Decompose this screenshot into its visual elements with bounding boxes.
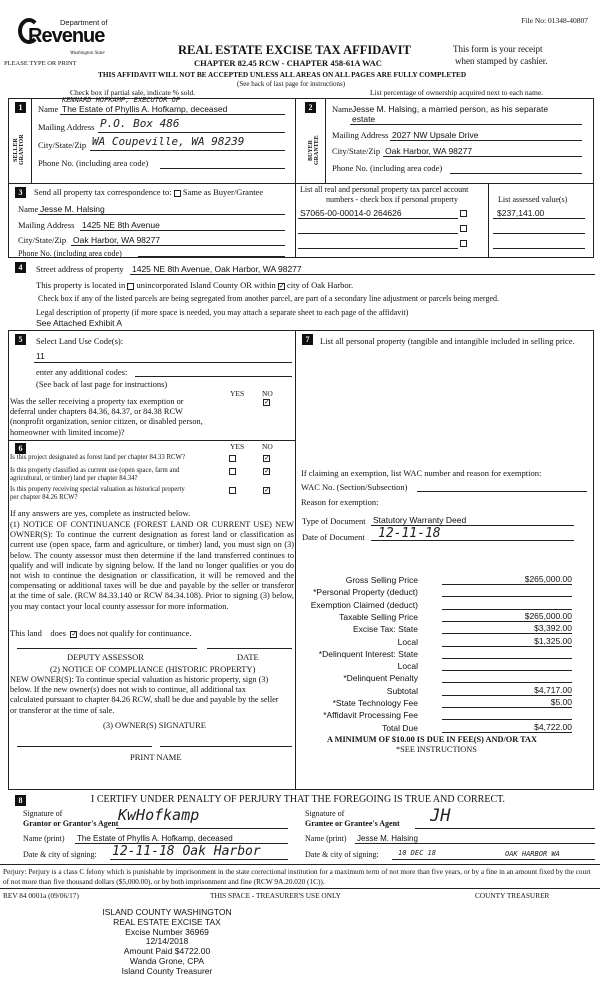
buyer-name-label: Name: [332, 104, 353, 114]
price-row-label: Local: [397, 636, 418, 647]
file-number: File No: 01348-40807: [521, 16, 588, 25]
located-line: This property is located in unincorporated Island County OR within ✓ city of Oak Harbor.: [36, 280, 354, 290]
price-row-value[interactable]: [442, 672, 572, 683]
partial-sale: Check box if partial sale, indicate % sold.: [70, 88, 196, 97]
price-row-value[interactable]: $5.00: [442, 697, 572, 708]
land-use-see-back: (See back of last page for instructions): [36, 379, 168, 389]
please-type: PLEASE TYPE OR PRINT: [4, 60, 77, 67]
no-header: NO: [262, 389, 273, 398]
form-chapter: CHAPTER 82.45 RCW - CHAPTER 458-61A WAC: [194, 58, 382, 68]
doc-date[interactable]: 12-11-18: [378, 526, 441, 541]
unincorporated-checkbox[interactable]: [127, 283, 134, 290]
price-row-label: Taxable Selling Price: [339, 611, 418, 622]
price-row-value[interactable]: $3,392.00: [442, 623, 572, 634]
historical-yes-checkbox[interactable]: [229, 487, 236, 494]
owner-signature-label: (3) OWNER(S) SIGNATURE: [103, 720, 206, 730]
price-row-label: Excise Tax: State: [352, 624, 418, 635]
stamp-line: Island County Treasurer: [121, 965, 213, 976]
personal-property-label: List all personal property (tangible and intangible included in selling price.: [320, 336, 575, 346]
price-row-value[interactable]: [442, 648, 572, 659]
buyer-city[interactable]: Oak Harbor, WA 98277: [385, 146, 473, 156]
seller-address-label: Mailing Address: [38, 122, 95, 132]
notice-of-continuance: (1) NOTICE OF CONTINUANCE (FOREST LAND OR CURRENT USE) NEW OWNER(S): To continue the current designation as forest land or classification as current use (open space, farm and agriculture, or timber) land, you must sign on (3) below. The county assessor must then determine if the land transferred continues to qualify and will indicate by signing below. If the land no longer qualifies or you do not wish to continue the designation or classification, it will be removed and the compensating or additional taxes will be due and payable by the seller or transferor at the time of sale. (RCW 84.33.140 or RCW 84.34.108). Prior to signing (3) below, you may contact your local county assessor for more information.: [10, 520, 294, 611]
section-3-number: 3: [15, 187, 26, 198]
personal-property-checkbox[interactable]: [460, 225, 467, 232]
qualify-line: This land does ✓ does not qualify for continuance.: [10, 628, 192, 638]
street-label: Street address of property: [36, 264, 124, 274]
owner-signature-field[interactable]: [17, 746, 152, 747]
grantee-signature[interactable]: JH: [430, 806, 451, 826]
no-header: NO: [262, 442, 273, 451]
price-row-label: *Delinquent Interest: State: [318, 648, 418, 659]
price-row-label: *State Technology Fee: [332, 698, 418, 708]
price-row-value[interactable]: $265,000.00: [442, 574, 572, 585]
section-2-number: 2: [305, 102, 316, 113]
assessed-value-header: List assessed value(s): [498, 195, 568, 204]
price-row-value[interactable]: $4,722.00: [442, 722, 572, 733]
price-row-value[interactable]: [442, 660, 572, 671]
stamp-line: Excise Number 36969: [125, 926, 209, 937]
price-row-value[interactable]: $4,717.00: [442, 685, 572, 696]
notice-compliance-title: (2) NOTICE OF COMPLIANCE (HISTORIC PROPERTY): [50, 664, 256, 674]
section-4-number: 4: [15, 262, 26, 273]
price-row-value[interactable]: [442, 586, 572, 597]
corr-address[interactable]: 1425 NE 8th Avenue: [82, 220, 160, 230]
grantee-date[interactable]: 10 DEC 18: [398, 849, 436, 857]
forest-yes-checkbox[interactable]: [229, 455, 236, 462]
same-as-buyer-label: Same as Buyer/Grantee: [182, 187, 264, 197]
reason-label: Reason for exemption:: [301, 497, 379, 507]
deputy-assessor-label: DEPUTY ASSESSOR: [67, 652, 144, 662]
legal-description[interactable]: See Attached Exhibit A: [36, 318, 123, 328]
section-7-number: 7: [302, 334, 313, 345]
historical-no-checkbox[interactable]: ✓: [264, 486, 270, 494]
exemption-no-checkbox[interactable]: ✓: [264, 398, 270, 406]
legal-description-label: Legal description of property (if more space is needed, you may attach a separate sheet to each page of the affidavit): [36, 308, 409, 317]
grantor-date-city[interactable]: 12-11-18 Oak Harbor: [112, 844, 261, 859]
grantor-sig-label-1: Signature of: [23, 809, 63, 818]
section-6-number: 6: [15, 443, 26, 454]
buyer-address[interactable]: 2027 NW Upsale Drive: [392, 130, 479, 140]
current-use-yes-checkbox[interactable]: [229, 468, 236, 475]
corr-city[interactable]: Oak Harbor, WA 98277: [73, 235, 161, 245]
tax-correspondence-label: [34, 187, 263, 197]
within-city-checkbox[interactable]: ✓: [278, 281, 285, 290]
corr-phone-label: Phone No. (including area code): [18, 249, 122, 258]
historical-question: Is this property receiving special valuation as historical property per chapter 84.26 RCW?: [10, 486, 185, 501]
buyer-phone-field[interactable]: [450, 173, 582, 174]
seller-address[interactable]: P.O. Box 486: [100, 117, 180, 130]
grantor-name-label: Name (print): [23, 834, 65, 843]
same-as-buyer-checkbox[interactable]: [174, 190, 181, 197]
land-use-label: Select Land Use Code(s):: [36, 336, 124, 346]
warning: THIS AFFIDAVIT WILL NOT BE ACCEPTED UNLESS ALL AREAS ON ALL PAGES ARE FULLY COMPLETED: [98, 70, 467, 79]
price-row-value[interactable]: $265,000.00: [442, 611, 572, 622]
forest-land-question: Is this project designated as forest land per chapter 84.33 RCW?: [10, 454, 185, 461]
grantor-print-name[interactable]: The Estate of Phyllis A. Hofkamp, deceased: [77, 834, 233, 843]
stamp-line: 12/14/2018: [145, 936, 189, 947]
buyer-phone-label: Phone No. (including area code): [332, 163, 443, 173]
price-row-label: *Personal Property (deduct): [313, 587, 418, 598]
assessed-value[interactable]: $237,141.00: [497, 208, 545, 218]
section-1-number: 1: [15, 102, 26, 113]
grantor-date-label: Date & city of signing:: [23, 850, 97, 859]
seller-side-label: SELLER GRANTOR: [13, 134, 25, 166]
doc-type[interactable]: Statutory Warranty Deed: [373, 515, 467, 525]
logo-state: Washington State: [70, 51, 105, 56]
grantee-date-label: Date & city of signing:: [305, 850, 379, 859]
exemption-question: Was the seller receiving a property tax exemption or deferral under chapters 84.36, 84.37, or 84.38 RCW (nonprofit organization, senior citizen, or disabled person, homeowner with limited income)?: [10, 397, 203, 437]
parcels-header-1: List all real and personal property tax parcel account: [300, 185, 469, 194]
tax-corr-text: Send all property tax correspondence to:: [34, 187, 172, 197]
yes-header: YES: [230, 389, 245, 398]
form-revision: REV 84 0001a (09/06/17): [3, 891, 79, 900]
buyer-name-line2[interactable]: estate: [352, 114, 376, 124]
land-use-code[interactable]: 11: [36, 351, 45, 361]
if-yes-note: If any answers are yes, complete as instructed below.: [10, 508, 191, 518]
price-row-label: *Affidavit Processing Fee: [323, 710, 418, 721]
county-treasurer-label: COUNTY TREASURER: [475, 891, 550, 900]
yes-header: YES: [230, 442, 245, 451]
see-instructions: *SEE INSTRUCTIONS: [396, 745, 477, 754]
certify-statement: I CERTIFY UNDER PENALTY OF PERJURY THAT THE FOREGOING IS TRUE AND CORRECT.: [91, 794, 505, 805]
segregated-note: Check box if any of the listed parcels are being segregated from another parcel, are part of a secondary line adjustment or parcels being merged.: [38, 294, 499, 303]
grantee-print-name[interactable]: Jesse M. Halsing: [357, 834, 418, 843]
exemption-label: If claiming an exemption, list WAC number and reason for exemption:: [301, 468, 542, 478]
minimum-notice: A MINIMUM OF $10.00 IS DUE IN FEE(S) AND/OR TAX: [327, 735, 538, 744]
section-8-number: 8: [15, 795, 26, 806]
doc-date-label: Date of Document: [302, 532, 365, 542]
treasurer-stamp: [92, 908, 242, 977]
print-name-label: PRINT NAME: [130, 752, 182, 762]
seller-name-label: Name: [38, 104, 59, 114]
parties-box: [8, 98, 594, 258]
logo-dept: Department of: [60, 18, 108, 27]
seller-phone-field[interactable]: [160, 168, 285, 169]
current-use-no-checkbox[interactable]: ✓: [264, 467, 270, 475]
price-row-value[interactable]: [442, 709, 572, 720]
price-row-label: Exemption Claimed (deduct): [310, 599, 418, 610]
property-street[interactable]: 1425 NE 8th Avenue, Oak Harbor, WA 98277: [132, 264, 302, 274]
price-row-label: *Delinquent Penalty: [343, 673, 418, 684]
does-not-qualify-checkbox[interactable]: ✓: [71, 629, 78, 638]
price-row-value[interactable]: [442, 599, 572, 610]
corr-address-label: Mailing Address: [18, 220, 75, 230]
wac-field[interactable]: [417, 491, 587, 492]
personal-property-checkbox[interactable]: [460, 240, 467, 247]
price-row-label: Subtotal: [386, 685, 418, 696]
stamp-line: REAL ESTATE EXCISE TAX: [113, 916, 221, 927]
doc-type-label: Type of Document: [302, 516, 366, 526]
grantee-sig-label-1: Signature of: [305, 809, 345, 818]
date-label: DATE: [237, 652, 259, 662]
buyer-name-line1[interactable]: Jesse M. Halsing, a married person, as his separate: [352, 104, 549, 114]
corr-name[interactable]: Jesse M. Halsing: [40, 204, 105, 214]
grantor-sig-label-2: Grantor or Grantor's Agent: [23, 819, 119, 828]
additional-codes-field[interactable]: [135, 376, 292, 377]
seller-name[interactable]: The Estate of Phyllis A. Hofkamp, deceased: [62, 104, 228, 114]
stamp-line: Wanda Grone, CPA: [129, 955, 205, 966]
stamp-line: Amount Paid $4722.00: [123, 946, 211, 957]
buyer-side-label: BUYER GRANTEE: [308, 135, 320, 165]
parcels-header-2: numbers - check box if personal property: [326, 195, 458, 204]
seller-phone-label: Phone No. (including area code): [38, 158, 149, 168]
additional-codes-label: enter any additional codes:: [36, 367, 128, 377]
grantee-name-label: Name (print): [305, 834, 347, 843]
grantee-sig-label-2: Grantee or Grantee's Agent: [305, 819, 400, 828]
grantee-city[interactable]: OAK HARBOR WA: [505, 850, 560, 858]
section-5-number: 5: [15, 334, 26, 345]
personal-property-checkbox[interactable]: [460, 210, 467, 217]
price-row-label: Total Due: [382, 722, 418, 733]
current-use-question: Is this property classified as current use (open space, farm and agricultural, or timber) land per chapter 84.34?: [10, 467, 180, 482]
price-row-label: Local: [397, 661, 418, 672]
corr-city-label: City/State/Zip: [18, 235, 67, 245]
wac-label: WAC No. (Section/Subsection): [301, 482, 408, 492]
buyer-city-label: City/State/Zip: [332, 146, 381, 156]
logo-name: Revenue: [28, 25, 105, 47]
parcel-number[interactable]: S7065-00-00014-0 264626: [300, 208, 402, 218]
seller-name-handwritten: KENNARD HOFKAMP, EXECUTOR OF: [62, 96, 181, 104]
buyer-address-label: Mailing Address: [332, 130, 389, 140]
price-row-value[interactable]: $1,325.00: [442, 636, 572, 647]
perjury-notice: Perjury: Perjury is a class C felony which is punishable by imprisonment in the state correctional institution for a maximum term of not more than five years, or by a fine in an amount fixed by the court of not more than five thousand dollars ($5,000.00), or by both imprisonment and fine (RCW 9A.20.020 (1C)).: [3, 867, 591, 886]
see-back: (See back of last page for instructions): [237, 80, 346, 88]
seller-city-label: City/State/Zip: [38, 140, 87, 150]
forest-no-checkbox[interactable]: ✓: [264, 454, 270, 462]
receipt-note-2: when stamped by cashier.: [455, 56, 548, 66]
notice-compliance-text: NEW OWNER(S): To continue special valuation as historic property, sign (3) below. If the new owner(s) does not wish to continue, all additional tax calculated pursuant to chapter 84.26 RCW, shall be due and payable by the seller or transferor at the time of sale.: [10, 675, 279, 715]
ownership-note: List percentage of ownership acquired next to each name.: [370, 88, 544, 97]
receipt-note-1: This form is your receipt: [453, 44, 543, 54]
corr-name-label: Name: [18, 204, 39, 214]
price-row-label: Gross Selling Price: [345, 575, 418, 585]
treasurer-use-label: THIS SPACE - TREASURER'S USE ONLY: [210, 891, 341, 900]
grantor-signature[interactable]: KwHofkamp: [118, 806, 200, 824]
seller-city[interactable]: WA Coupeville, WA 98239: [92, 135, 245, 148]
stamp-line: ISLAND COUNTY WASHINGTON: [102, 907, 232, 917]
form-title: REAL ESTATE EXCISE TAX AFFIDAVIT: [178, 43, 411, 57]
